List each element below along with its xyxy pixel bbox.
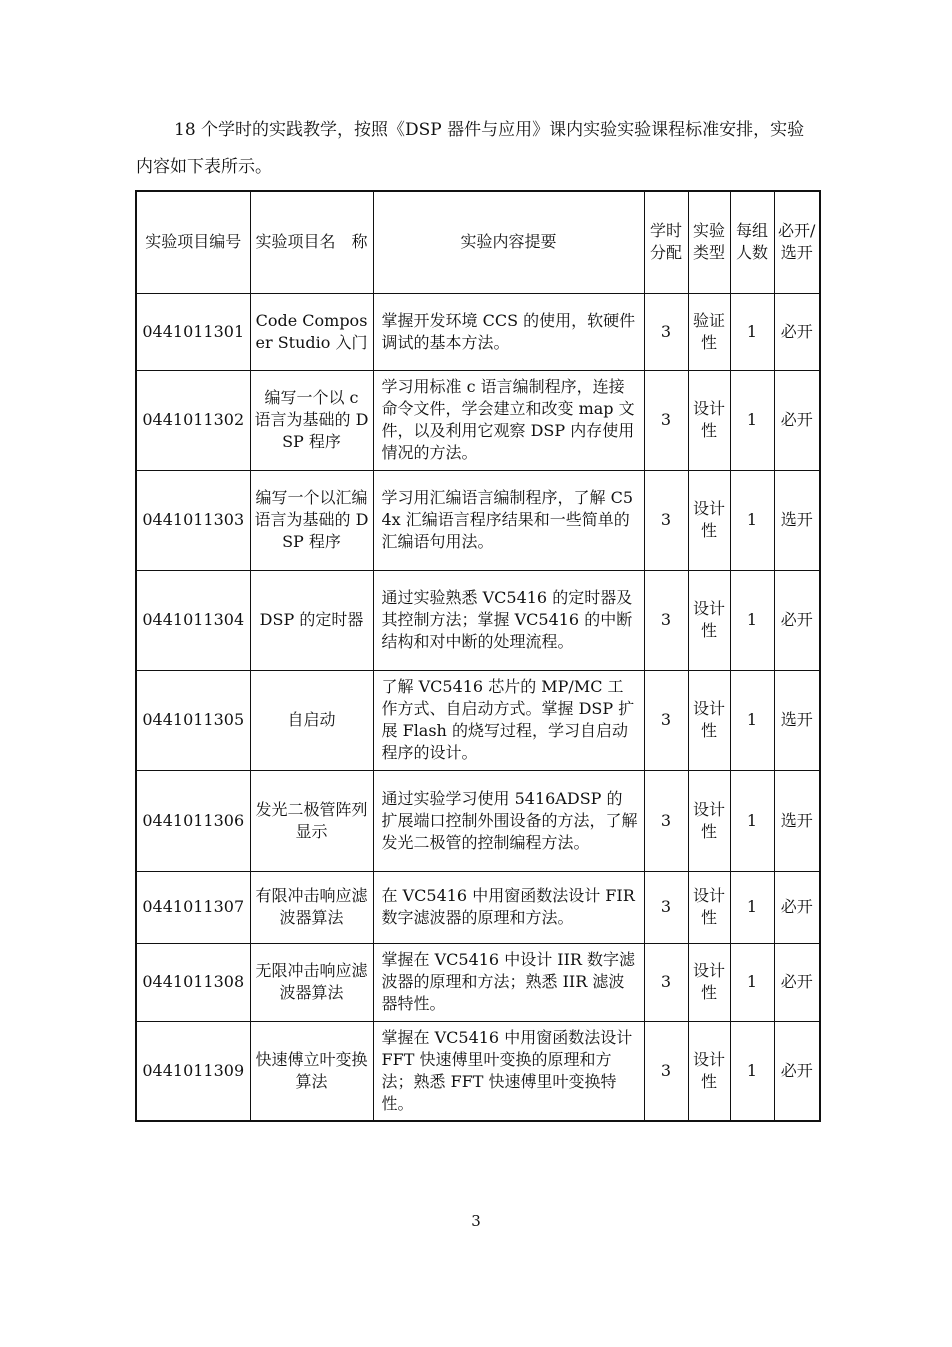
cell-code: 0441011305 <box>136 670 250 770</box>
experiment-table <box>135 190 821 1122</box>
cell-required: 必开 <box>774 570 820 670</box>
table-row <box>136 1021 820 1121</box>
header-group: 每组人数 <box>730 191 774 293</box>
cell-hours: 3 <box>644 1021 688 1121</box>
cell-name: 快速傅立叶变换算法 <box>250 1021 373 1121</box>
cell-type: 设计性 <box>688 370 730 470</box>
table-row <box>136 570 820 670</box>
cell-name: 编写一个以 c 语言为基础的 DSP 程序 <box>250 370 373 470</box>
cell-type: 设计性 <box>688 470 730 570</box>
table-row <box>136 670 820 770</box>
cell-required: 必开 <box>774 370 820 470</box>
cell-hours: 3 <box>644 943 688 1021</box>
cell-code: 0441011308 <box>136 943 250 1021</box>
cell-code: 0441011302 <box>136 370 250 470</box>
table-row <box>136 370 820 470</box>
cell-group: 1 <box>730 470 774 570</box>
cell-group: 1 <box>730 570 774 670</box>
cell-group: 1 <box>730 370 774 470</box>
cell-type: 设计性 <box>688 770 730 871</box>
cell-type: 设计性 <box>688 570 730 670</box>
cell-type: 设计性 <box>688 1021 730 1121</box>
cell-required: 必开 <box>774 871 820 943</box>
table-row <box>136 871 820 943</box>
cell-hours: 3 <box>644 670 688 770</box>
cell-required: 必开 <box>774 1021 820 1121</box>
cell-hours: 3 <box>644 570 688 670</box>
cell-code: 0441011304 <box>136 570 250 670</box>
cell-group: 1 <box>730 943 774 1021</box>
table-row <box>136 470 820 570</box>
table-header-row <box>136 191 820 293</box>
cell-content: 通过实验熟悉 VC5416 的定时器及其控制方法；掌握 VC5416 的中断结构和对中断的处理流程。 <box>373 570 644 670</box>
cell-hours: 3 <box>644 770 688 871</box>
cell-content: 通过实验学习使用 5416ADSP 的扩展端口控制外围设备的方法，了解发光二极管的控制编程方法。 <box>373 770 644 871</box>
header-hours: 学时分配 <box>644 191 688 293</box>
cell-group: 1 <box>730 670 774 770</box>
cell-content: 了解 VC5416 芯片的 MP/MC 工作方式、自启动方式。掌握 DSP 扩展 Flash 的烧写过程，学习自启动程序的设计。 <box>373 670 644 770</box>
cell-required: 选开 <box>774 670 820 770</box>
cell-required: 必开 <box>774 943 820 1021</box>
cell-name: 编写一个以汇编语言为基础的 DSP 程序 <box>250 470 373 570</box>
cell-name: 有限冲击响应滤波器算法 <box>250 871 373 943</box>
table-row <box>136 293 820 370</box>
cell-name: DSP 的定时器 <box>250 570 373 670</box>
cell-content: 学习用标准 c 语言编制程序，连接命令文件，学会建立和改变 map 文件，以及利用它观察 DSP 内存使用情况的方法。 <box>373 370 644 470</box>
cell-code: 0441011307 <box>136 871 250 943</box>
cell-type: 设计性 <box>688 871 730 943</box>
cell-name: 无限冲击响应滤波器算法 <box>250 943 373 1021</box>
cell-content: 掌握在 VC5416 中设计 IIR 数字滤波器的原理和方法；熟悉 IIR 滤波器特性。 <box>373 943 644 1021</box>
cell-required: 选开 <box>774 470 820 570</box>
cell-content: 掌握开发环境 CCS 的使用，软硬件调试的基本方法。 <box>373 293 644 370</box>
cell-type: 验证性 <box>688 293 730 370</box>
cell-content: 在 VC5416 中用窗函数法设计 FIR 数字滤波器的原理和方法。 <box>373 871 644 943</box>
cell-hours: 3 <box>644 470 688 570</box>
cell-type: 设计性 <box>688 943 730 1021</box>
cell-code: 0441011309 <box>136 1021 250 1121</box>
cell-code: 0441011303 <box>136 470 250 570</box>
cell-group: 1 <box>730 293 774 370</box>
cell-required: 选开 <box>774 770 820 871</box>
cell-content: 学习用汇编语言编制程序，了解 C54x 汇编语言程序结果和一些简单的汇编语句用法。 <box>373 470 644 570</box>
cell-name: 自启动 <box>250 670 373 770</box>
cell-type: 设计性 <box>688 670 730 770</box>
table-row <box>136 943 820 1021</box>
cell-group: 1 <box>730 770 774 871</box>
header-required: 必开/选开 <box>774 191 820 293</box>
cell-group: 1 <box>730 1021 774 1121</box>
cell-name: 发光二极管阵列显示 <box>250 770 373 871</box>
table-row <box>136 770 820 871</box>
cell-hours: 3 <box>644 370 688 470</box>
intro-paragraph: 18 个学时的实践教学，按照《DSP 器件与应用》课内实验实验课程标准安排，实验内容如下表所示。 <box>136 120 805 177</box>
header-name: 实验项目名 称 <box>250 191 373 293</box>
header-content: 实验内容提要 <box>373 191 644 293</box>
cell-required: 必开 <box>774 293 820 370</box>
cell-name: Code Composer Studio 入门 <box>250 293 373 370</box>
cell-group: 1 <box>730 871 774 943</box>
cell-code: 0441011306 <box>136 770 250 871</box>
cell-content: 掌握在 VC5416 中用窗函数法设计 FFT 快速傅里叶变换的原理和方法；熟悉 FFT 快速傅里叶变换特性。 <box>373 1021 644 1121</box>
page-number: 3 <box>471 1212 481 1230</box>
cell-hours: 3 <box>644 293 688 370</box>
cell-code: 0441011301 <box>136 293 250 370</box>
header-code: 实验项目编号 <box>136 191 250 293</box>
cell-hours: 3 <box>644 871 688 943</box>
header-type: 实验类型 <box>688 191 730 293</box>
